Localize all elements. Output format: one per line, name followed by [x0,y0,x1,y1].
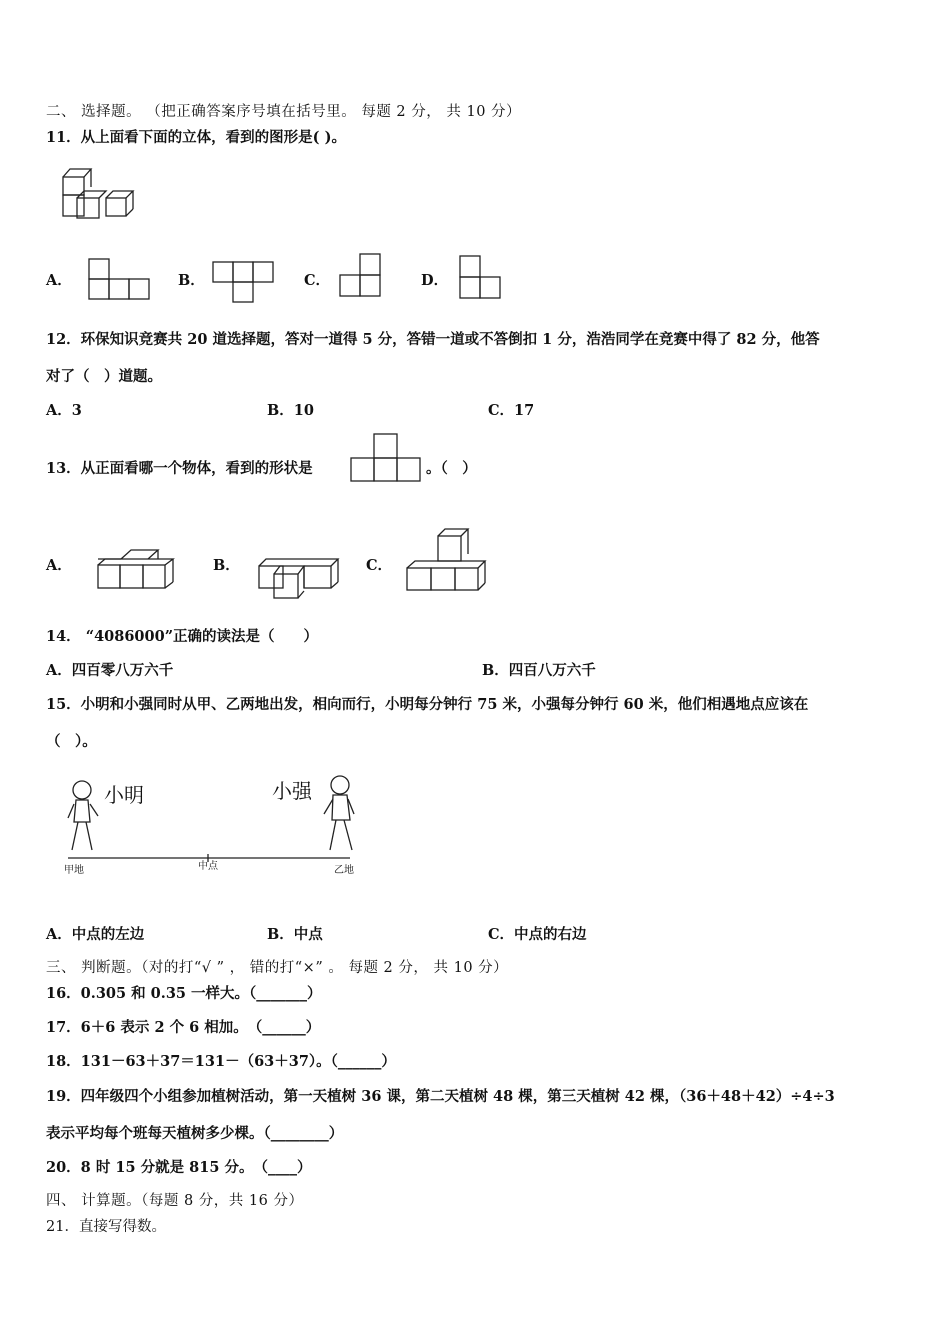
q11-stem: 11．从上面看下面的立体，看到的图形是( )。 [46,129,346,146]
q13-option-a[interactable]: A． [46,557,72,574]
q16-stem: 16．0.305 和 0.35 一样大。（_______） [46,985,322,1002]
q13-option-c[interactable]: C． [366,557,393,574]
q11-option-c[interactable]: C． [304,272,331,289]
q20-stem: 20．8 时 15 分就是 815 分。 （____） [46,1159,312,1176]
q11-option-d-figure [459,255,505,301]
q15-stem-line1: 15．小明和小强同时从甲、乙两地出发，相向而行，小明每分钟行 75 米，小强每分钟行 60 米，他们相遇地点应该在 [46,696,809,713]
q14-option-a[interactable]: A．四百零八万六千 [46,662,174,679]
q11-option-b[interactable]: B． [178,272,205,289]
section-2-title: 二、 选择题。 （把正确答案序号填在括号里。 每题 2 分， 共 10 分） [46,104,522,120]
q21-stem: 21．直接写得数。 [46,1219,166,1235]
q15-option-a[interactable]: A．中点的左边 [46,926,145,943]
left-place-label: 甲地 [64,865,84,876]
right-place-label: 乙地 [334,865,354,876]
q13-option-c-figure [406,528,488,594]
q12-option-c[interactable]: C．17 [488,402,535,419]
section-3-title: 三、 判断题。（对的打“√ ” ， 错的打“×” 。 每题 2 分， 共 10 分） [46,960,509,976]
q11-option-c-figure [339,253,385,299]
q18-stem: 18．131－63＋37＝131－（63＋37）。（______） [46,1053,396,1070]
q12-option-a[interactable]: A．3 [46,402,82,419]
q19-stem-line1: 19．四年级四个小组参加植树活动，第一天植树 36 课，第二天植树 48 棵，第三天植树 42 棵，（36＋48＋42）÷4÷3 [46,1088,835,1105]
left-walker-name: 小明 [104,783,144,807]
q13-stem-post: 。（ ） [426,460,477,477]
q13-stem-pre: 13．从正面看哪一个物体，看到的形状是 [46,460,313,477]
q11-option-d[interactable]: D． [421,272,449,289]
q12-stem-line2: 对了（ ）道题。 [46,368,162,385]
q14-stem: 14． “4086000”正确的读法是（ ） [46,628,319,645]
q13-option-a-figure [97,547,179,592]
q13-front-view-figure [350,433,422,483]
section-4-title: 四、 计算题。（每题 8 分，共 16 分） [46,1193,304,1209]
q15-figure [60,770,370,880]
q11-solid-figure [60,165,140,225]
q19-stem-line2: 表示平均每个班每天植树多少棵。（________） [46,1125,344,1142]
q15-option-c[interactable]: C．中点的右边 [488,926,587,943]
q14-option-b[interactable]: B．四百八万六千 [482,662,596,679]
q13-option-b[interactable]: B． [213,557,240,574]
right-walker-name: 小强 [272,779,312,803]
q12-option-b[interactable]: B．10 [267,402,314,419]
q13-option-b-figure [258,558,340,603]
q15-stem-line2: （ ）。 [46,733,97,750]
q12-stem-line1: 12．环保知识竞赛共 20 道选择题，答对一道得 5 分，答错一道或不答倒扣 1 分，浩浩同学在竞赛中得了 82 分，他答 [46,331,820,348]
q11-option-a[interactable]: A． [46,272,72,289]
q11-option-a-figure [88,258,154,302]
q11-option-b-figure [212,261,278,305]
q15-option-b[interactable]: B．中点 [267,926,323,943]
midpoint-label: 中点 [198,861,218,872]
q17-stem: 17．6＋6 表示 2 个 6 相加。 （______） [46,1019,321,1036]
